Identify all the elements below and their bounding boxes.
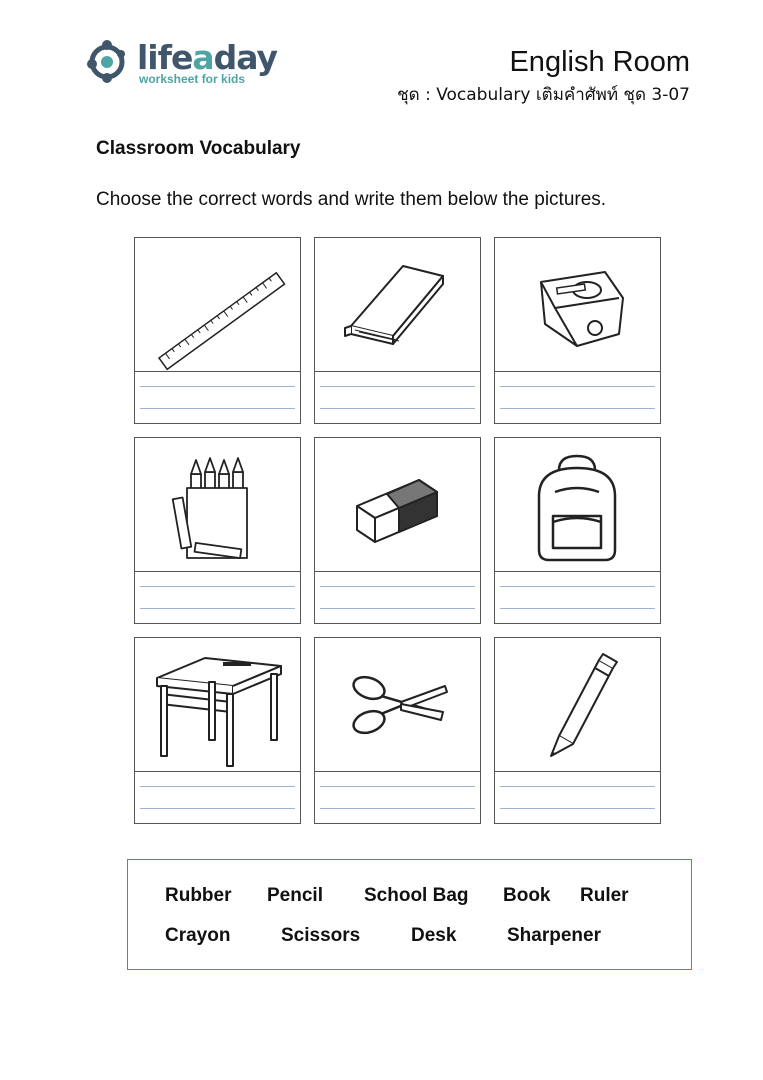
- answer-line[interactable]: [320, 608, 475, 609]
- answer-line[interactable]: [500, 586, 655, 587]
- word-bank-item: Book: [503, 885, 551, 906]
- school-bag-icon: [495, 438, 660, 571]
- answer-line[interactable]: [320, 408, 475, 409]
- word-bank-item: Sharpener: [507, 925, 601, 946]
- desk-icon: [135, 638, 300, 771]
- crayon-icon: [135, 438, 300, 571]
- ruler-icon: [135, 238, 300, 371]
- answer-line[interactable]: [500, 386, 655, 387]
- pencil-icon: [495, 638, 660, 771]
- picture-card-pencil: [494, 637, 661, 824]
- answer-line[interactable]: [500, 408, 655, 409]
- word-bank-item: School Bag: [364, 885, 469, 906]
- page-title: English Room: [509, 46, 690, 78]
- rubber-icon: [315, 438, 480, 571]
- answer-line[interactable]: [140, 808, 295, 809]
- answer-line[interactable]: [140, 408, 295, 409]
- word-bank-item: Ruler: [580, 885, 629, 906]
- answer-line[interactable]: [140, 586, 295, 587]
- answer-line[interactable]: [320, 786, 475, 787]
- word-bank: [127, 859, 692, 970]
- answer-line[interactable]: [500, 786, 655, 787]
- answer-line[interactable]: [320, 386, 475, 387]
- picture-card-rubber: [314, 437, 481, 624]
- book-icon: [315, 238, 480, 371]
- answer-line[interactable]: [500, 808, 655, 809]
- picture-card-crayon: [134, 437, 301, 624]
- worksheet-heading: Classroom Vocabulary: [96, 138, 301, 159]
- molecule-logo-icon: [85, 36, 135, 86]
- answer-line[interactable]: [500, 608, 655, 609]
- sharpener-icon: [495, 238, 660, 371]
- picture-card-book: [314, 237, 481, 424]
- answer-line[interactable]: [320, 586, 475, 587]
- picture-card-ruler: [134, 237, 301, 424]
- picture-card-desk: [134, 637, 301, 824]
- word-bank-item: Pencil: [267, 885, 323, 906]
- word-bank-item: Rubber: [165, 885, 232, 906]
- worksheet-instruction: Choose the correct words and write them below the pictures.: [96, 189, 607, 210]
- answer-line[interactable]: [140, 386, 295, 387]
- picture-card-sharpener: [494, 237, 661, 424]
- word-bank-item: Desk: [411, 925, 457, 946]
- word-bank-item: Scissors: [281, 925, 361, 946]
- answer-line[interactable]: [320, 808, 475, 809]
- picture-card-scissors: [314, 637, 481, 824]
- scissors-icon: [315, 638, 480, 771]
- picture-card-school-bag: [494, 437, 661, 624]
- answer-line[interactable]: [140, 786, 295, 787]
- answer-line[interactable]: [140, 608, 295, 609]
- word-bank-item: Crayon: [165, 925, 231, 946]
- lifeaday-logo: [85, 36, 278, 96]
- logo-tagline: worksheet for kids: [139, 72, 246, 86]
- logo-wordmark: lifeaday: [137, 38, 278, 77]
- page-subtitle: ชุด : Vocabulary เติมคำศัพท์ ชุด 3-07: [397, 85, 690, 105]
